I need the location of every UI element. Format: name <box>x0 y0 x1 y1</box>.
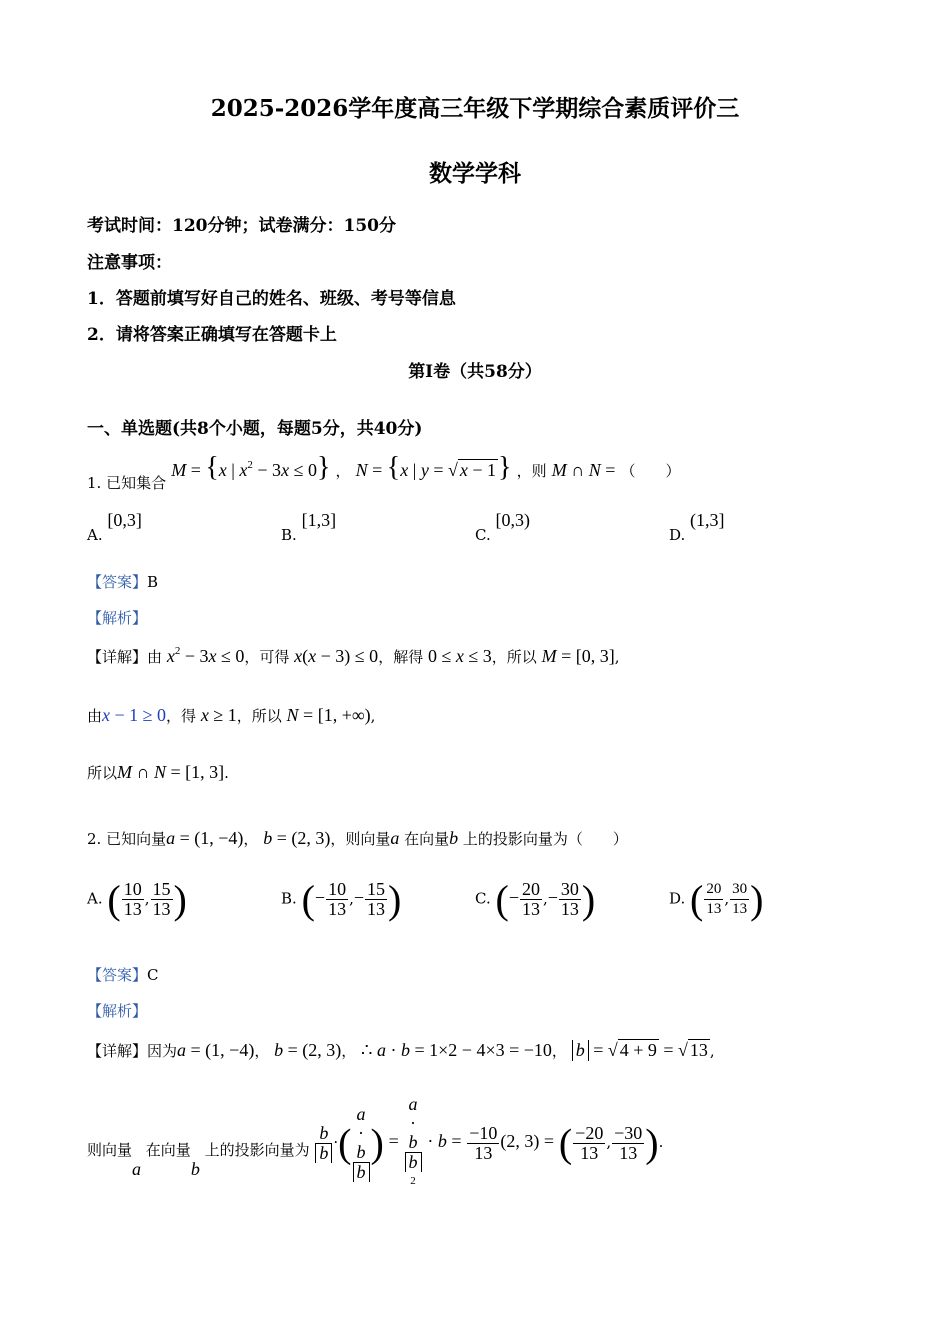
option-label: A. <box>87 889 103 908</box>
text: ，得 <box>166 707 197 725</box>
text: 由 <box>87 707 103 725</box>
notice-item-2: 2．请将答案正确填写在答题卡上 <box>87 325 337 345</box>
q2-option-a: A. ( $\frac{10}{13}$ , $\frac{15}{13}$ ) <box>87 877 187 922</box>
answer-value: C <box>147 966 159 984</box>
option-math: [1,3] <box>301 510 337 530</box>
question-2-stem: 2. 已知向量a = (1, −4)， b = (2, 3)，则向量a 在向量b 上的投影向量为（ ） <box>87 828 628 848</box>
q1-option-d <box>669 510 725 544</box>
q2-option-b: B. (− $\frac{10}{13}$ ,− $\frac{15}{13}$ ) <box>281 877 402 922</box>
option-label: C. <box>475 889 491 908</box>
q2-answer <box>87 964 159 985</box>
question-1-stem <box>87 452 681 492</box>
option-math: (1,3] <box>690 510 725 530</box>
q1-then: ，则 <box>516 462 547 480</box>
text: 上的投影向量为 <box>204 1141 310 1159</box>
text: 在向量 <box>145 1141 191 1159</box>
q2-option-c: C. (− $\frac{20}{13}$ ,− $\frac{30}{13}$ ) <box>475 877 596 922</box>
q1-detail-line-1: 【详解】由 $x^2 - 3x \le 0$，可得 x(x − 3) ≤ 0，解得 0 ≤ x ≤ 3，所以 M = [0, 3], <box>87 645 620 666</box>
q1-blank: （ ） <box>620 462 681 480</box>
option-label: A. <box>87 526 103 544</box>
q1-option-b <box>281 510 337 544</box>
q1-detail-line-3: 所以M ∩ N = [1, 3]. <box>87 762 229 782</box>
q1-option-a <box>87 510 142 544</box>
text: 因为 <box>147 1042 178 1060</box>
q1-intersection: M ∩ N = <box>551 460 616 480</box>
q1-analysis-tag: 【解析】 <box>87 609 148 627</box>
answer-tag: 【答案】 <box>87 573 148 591</box>
notice-item-1: 1．答题前填写好自己的姓名、班级、考号等信息 <box>87 289 456 309</box>
q1-answer <box>87 571 158 592</box>
section-heading: 一、单选题(共8个小题，每题5分，共40分) <box>87 419 423 439</box>
option-label: D. <box>669 889 686 908</box>
text: ，则向量 <box>330 830 391 848</box>
text: 在向量 <box>404 830 450 848</box>
option-label: D. <box>669 526 686 544</box>
text: ，可得 <box>244 648 290 666</box>
volume-heading: 第Ⅰ卷（共58分） <box>408 362 542 382</box>
text: 则向量 <box>87 1141 133 1159</box>
q1-set-n: N = {x | y = √ x − 1} <box>355 452 512 483</box>
q1-comma: ， <box>335 462 351 480</box>
detail-tag: 【详解】 <box>87 648 148 666</box>
answer-value: B <box>147 573 159 591</box>
text: ， <box>243 830 259 848</box>
text: ，所以 <box>236 707 282 725</box>
option-label: C. <box>475 526 491 544</box>
text: 上的投影向量为（ ） <box>462 830 628 848</box>
q1-option-c <box>475 510 530 544</box>
option-label: B. <box>281 526 297 544</box>
exam-title: 2025-2026学年度高三年级下学期综合素质评价三 <box>210 95 740 122</box>
text: ，解得 <box>378 648 424 666</box>
option-label: B. <box>281 889 297 908</box>
answer-tag: 【答案】 <box>87 966 148 984</box>
q2-detail-line-2: 则向量a 在向量b 上的投影向量为 $\frac{b}{b}$ ·( a · b b ) = a · b b 2 · b = $\frac{-10}{13}$ (2, 3) = ( $\frac{-20}{13}$ , $\frac{-30}{13}$ ). <box>87 1094 664 1187</box>
detail-tag: 【详解】 <box>87 1042 148 1060</box>
q1-prefix: 1. 已知集合 <box>87 474 167 492</box>
text: 由 <box>147 648 163 666</box>
text: ，所以 <box>491 648 537 666</box>
q2-detail-line-1: 【详解】因为a = (1, −4)， b = (2, 3)， ∴ a · b = 1×2 − 4×3 = −10， b = √ 4 + 9 = √ 13 , <box>87 1040 715 1060</box>
q2-option-d: D. ( $\frac{20}{13}$ , $\frac{30}{13}$ ) <box>669 877 764 922</box>
q2-analysis-tag: 【解析】 <box>87 1002 148 1020</box>
text: 所以 <box>87 764 118 782</box>
q1-set-m: M = {x | $x^2 - 3x \le 0$} <box>171 452 331 483</box>
subject-title: 数学学科 <box>429 160 521 187</box>
text: 2. 已知向量 <box>87 830 167 848</box>
option-math: [0,3) <box>495 510 530 530</box>
notice-heading: 注意事项： <box>87 253 172 273</box>
q1-detail-line-2: 由x − 1 ≥ 0，得 x ≥ 1，所以 N = [1, +∞), <box>87 705 376 725</box>
exam-info: 考试时间：120分钟；试卷满分：150分 <box>87 216 396 236</box>
option-math: [0,3] <box>107 510 142 530</box>
